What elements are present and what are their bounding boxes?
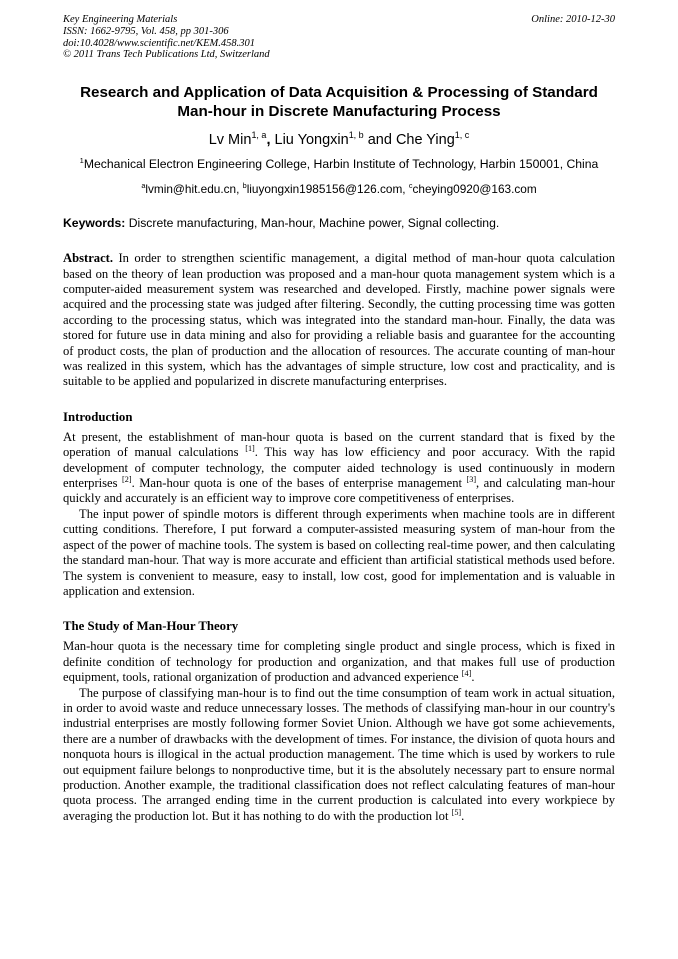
- body-paragraph: [63, 430, 615, 507]
- author-3: Che Ying$^{1, c}$: [395, 130, 470, 149]
- paper-title: Research and Application of Data Acquisition & Processing of Standard Man-hour in Discrete Manufacturing Process: [80, 84, 598, 121]
- section-heading: The Study of Man-Hour Theory: [63, 619, 239, 634]
- citation-ref: [3]: [466, 474, 477, 484]
- abstract: [63, 251, 615, 390]
- text-run: .: [461, 808, 465, 823]
- author-list: [63, 131, 615, 149]
- abstract-text: In order to strengthen scientific management, a digital method of man-hour quota calculation based on the theory of lean production was proposed and a man-hour quota management system which is a computer-aided measurement system was researched and developed. Firstly, machine power signals were acquired and the processing state was judged after filtering. Secondly, the cutting processing time was gotten according to the processing status, which was integrated into the standard man-hour. Finally, the data was stored for future use in data mining and also for providing a reliable basis and guarantee for the accounting of product costs, the plan of production and the allocation of resources. The accurate counting of man-hour was realized in this system, which has the advantages of simple structure, low cost and practicality, and is suitable to be applied and popularized in discrete manufacturing enterprises.: [63, 251, 615, 389]
- text-run: The input power of spindle motors is different through experiments when machine tools are in different cutting conditions. Therefore, I put forward a computer-assisted measuring system of man-hour from the aspect of the power of machine tools. The system is based on collecting real-time power, and then calculating the standard man-hour. That way is more accurate and efficient than artificial statistical methods used before. The system is convenient to measure, easy to install, low cost, good for implementation and is valuable in application and extension.: [63, 506, 615, 598]
- author-1: Lv Min$^{1, a}$: [208, 130, 267, 149]
- section-heading: Introduction: [63, 409, 133, 424]
- email-list: $^a$lvmin@hit.edu.cn, $^b$liuyongxin1985156@126.com, $^c$cheying0920@163.com: [141, 181, 537, 197]
- keywords-text: Discrete manufacturing, Man-hour, Machine power, Signal collecting.: [125, 216, 500, 231]
- text-run: The purpose of classifying man-hour is to find out the time consumption of team work in actual situation, in order to avoid waste and reduce unnecessary losses. The methods of classifying man-hour in our country's industrial enterprises are mostly following former Soviet Union. Although we have got some achievements, there are a number of drawbacks with the development of times. For instance, the division of quota hours and nonquota hours is illogical in the actual production management. The time which is used by workers to rule out equipment failure belongs to nonproductive time, but it is the absolutely necessary part to ensure normal production. Another example, the traditional classification does not reflect calculating features of man-hour quota process. The arranged ending time in the current production is calculated into every workpiece by averaging the production lot. But it has nothing to do with the production lot: [63, 685, 615, 823]
- email-a: lvmin@hit.edu.cn,: [145, 182, 243, 197]
- copyright-line: © 2011 Trans Tech Publications Ltd, Switzerland: [63, 49, 270, 61]
- journal-name: Key Engineering Materials: [63, 14, 178, 25]
- author-separator: ,: [266, 132, 275, 149]
- author-2: Liu Yongxin$^{1, b}$: [274, 130, 364, 149]
- online-date: Online: 2010-12-30: [531, 14, 615, 25]
- email-c: cheying0920@163.com: [412, 182, 537, 197]
- text-run: .: [471, 670, 475, 685]
- keywords: [63, 216, 615, 231]
- text-run: . This way has low efficiency and poor accuracy. With the rapid development of computer technology, the computer aided technology is used continuously in modern enterprises: [63, 445, 615, 491]
- body-paragraph: [63, 639, 615, 685]
- keywords-label: Keywords:: [63, 216, 126, 231]
- citation-ref: [1]: [245, 444, 255, 454]
- text-run: At present, the establishment of man-hour quota is based on the current standard that is fixed by the operation of manual calculations: [63, 429, 615, 460]
- body-sections: [63, 410, 615, 824]
- journal-header: [63, 14, 615, 61]
- body-paragraph: [63, 686, 615, 825]
- issn-line: ISSN: 1662-9795, Vol. 458, pp 301-306: [63, 25, 229, 37]
- author-separator: and: [363, 132, 396, 149]
- citation-ref: [4]: [461, 668, 472, 678]
- paper-page: [63, 14, 615, 824]
- citation-ref: [2]: [122, 474, 132, 484]
- body-paragraph: [63, 507, 615, 599]
- text-run: . Man-hour quota is one of the bases of enterprise management: [131, 476, 467, 491]
- text-run: Man-hour quota is the necessary time for completing single product and single process, which is fixed in definite condition of technology for production and organization, and that makes full use of production equipment, tools, rational organization of production and advanced experience: [63, 639, 615, 685]
- abstract-label: Abstract.: [63, 251, 114, 266]
- email-b: liuyongxin1985156@126.com,: [246, 182, 409, 197]
- affiliation: $^1$Mechanical Electron Engineering College, Harbin Institute of Technology, Harbin 150001, China: [79, 156, 599, 172]
- doi-line: doi:10.4028/www.scientific.net/KEM.458.301: [63, 37, 255, 49]
- citation-ref: [5]: [451, 807, 462, 817]
- text-run: , and calculating man-hour quickly and accurately is an efficient way to improve core competitiveness of enterprises.: [63, 476, 616, 506]
